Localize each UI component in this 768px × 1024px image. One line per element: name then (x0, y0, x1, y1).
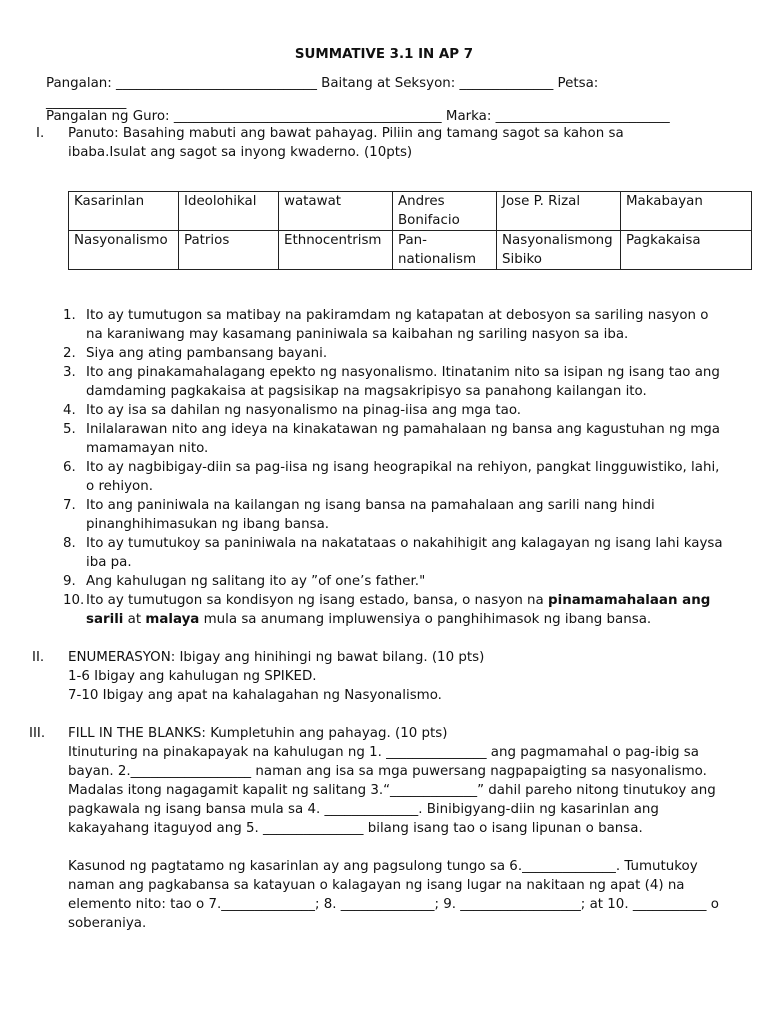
item-number: 6. (63, 460, 76, 475)
list-item (63, 420, 723, 458)
item-number: 5. (63, 422, 76, 437)
answer-choices-table (68, 191, 752, 270)
item10-text-part2: at (123, 612, 146, 627)
item-text: Inilalarawan nito ang ideya na kinakatawan ng pamahalaan ng bansa ang kagustuhan ng mga mamamayan nito. (86, 422, 720, 456)
list-item (63, 572, 723, 591)
item-number: 8. (63, 536, 76, 551)
list-item (63, 344, 723, 363)
section3-heading: FILL IN THE BLANKS: Kumpletuhin ang pahayag. (10 pts) (68, 726, 448, 741)
section2-line2: 7-10 Ibigay ang apat na kahalagahan ng Nasyonalismo. (68, 688, 442, 703)
item-text: Ito ay tumutukoy sa paniniwala na nakatataas o nakahihigit ang kalagayan ng isang lahi kaysa iba pa. (86, 536, 723, 570)
list-item (63, 534, 723, 572)
choices-row (69, 192, 752, 231)
list-item (63, 591, 723, 629)
section1-instructions-line1: Panuto: Basahing mabuti ang bawat pahayag. Piliin ang tamang sagot sa kahon sa (68, 126, 624, 141)
item-number: 3. (63, 365, 76, 380)
item10-bold-word: malaya (145, 612, 200, 627)
choice-cell: Jose P. Rizal (497, 192, 621, 231)
list-item (63, 496, 723, 534)
choice-cell: watawat (279, 192, 393, 231)
choice-cell: Andres Bonifacio (393, 192, 497, 231)
item-text: Ito ay nagbibigay-diin sa pag-iisa ng isang heograpikal na rehiyon, pangkat lingguwistiko, lahi, o rehiyon. (86, 460, 720, 494)
item-number: 1. (63, 308, 76, 323)
question-list (63, 306, 723, 629)
header-date-blank: ____________ (46, 95, 127, 110)
item-number: 7. (63, 498, 76, 513)
choice-cell: Makabayan (621, 192, 752, 231)
section1-numeral: I. (36, 126, 45, 141)
list-item (63, 363, 723, 401)
item-text: Ito ang pinakamahalagang epekto ng nasyonalismo. Itinatanim nito sa isipan ng isang tao ang damdaming pagkakaisa at pagsisikap na magsakripisyo sa panahong kailangan ito. (86, 365, 720, 399)
choice-cell: Kasarinlan (69, 192, 179, 231)
choice-cell: Ethnocentrism (279, 231, 393, 270)
header-teacher-line: Pangalan ng Guro: ________________________________________ Marka: __________________________ (46, 109, 670, 124)
section2-body (68, 648, 728, 705)
item-text: Ang kahulugan ng salitang ito ay ”of one’s father." (86, 574, 426, 589)
document-title: SUMMATIVE 3.1 IN AP 7 (294, 47, 474, 62)
section2-heading: ENUMERASYON: Ibigay ang hinihingi ng bawat bilang. (10 pts) (68, 650, 485, 665)
choice-cell: Patrios (179, 231, 279, 270)
section3-numeral: III. (29, 726, 46, 741)
fill-in-paragraph-1: Itinuturing na pinakapayak na kahulugan ng 1. _______________ ang pagmamahal o pag-ibig sa bayan. 2.__________________ naman ang isa sa mga puwersang nagpapaigting sa nasyonalismo. Madalas itong nagagamit kapalit ng salitang 3.“_____________” dahil pareho nitong tinutukoy ang pagkawala ng isang bansa mula sa 4. ______________. Binibigyang-diin ng kasarinlan ang kakayahang itaguyod ang 5. _______________ bilang isang tao o isang lipunan o bansa. (68, 745, 716, 836)
section3-body (68, 724, 724, 933)
item10-bold-phrase: pinamamahalaan ang sarili (86, 593, 711, 627)
list-item (63, 306, 723, 344)
choices-row (69, 231, 752, 270)
item-text: Ito ang paniniwala na kailangan ng isang bansa na pamahalaan ang sarili nang hindi pinanghihimasukan ng ibang bansa. (86, 498, 655, 532)
item-number: 4. (63, 403, 76, 418)
header-name-line: Pangalan: ______________________________ Baitang at Seksyon: ______________ Petsa: (46, 76, 599, 91)
list-item (63, 458, 723, 496)
item-number: 10. (63, 593, 85, 608)
choice-cell: Nasyonalismo (69, 231, 179, 270)
fill-in-paragraph-2: Kasunod ng pagtatamo ng kasarinlan ay ang pagsulong tungo sa 6.______________. Tumutukoy naman ang pagkabansa sa katayuan o kalagayan ng isang lugar na nakitaan ng apat (4) na elemento nito: tao o 7.______________; 8. ______________; 9. __________________; at 10. ___________ o soberaniya. (68, 859, 719, 931)
item10-text-part1: Ito ay tumutugon sa kondisyon ng isang estado, bansa, o nasyon na (86, 593, 549, 608)
item-text (86, 591, 723, 629)
section1-instructions-line2: ibaba.Isulat ang sagot sa inyong kwaderno. (10pts) (68, 145, 413, 160)
list-item (63, 401, 723, 420)
section1-instructions (68, 124, 728, 162)
item-text: Ito ay tumutugon sa matibay na pakiramdam ng katapatan at debosyon sa sariling nasyon o na karaniwang may kasamang paniniwala sa kaibahan ng sariling nasyon sa iba. (86, 308, 709, 342)
choice-cell: Pan-nationalism (393, 231, 497, 270)
choice-cell: Ideolohikal (179, 192, 279, 231)
section2-numeral: II. (32, 650, 45, 665)
item-number: 2. (63, 346, 76, 361)
section2-line1: 1-6 Ibigay ang kahulugan ng SPIKED. (68, 669, 317, 684)
choice-cell: Pagkakaisa (621, 231, 752, 270)
item-text: Siya ang ating pambansang bayani. (86, 346, 328, 361)
item-number: 9. (63, 574, 76, 589)
choice-cell: Nasyonalismong Sibiko (497, 231, 621, 270)
item10-text-part3: mula sa anumang impluwensiya o panghihimasok ng ibang bansa. (199, 612, 652, 627)
item-text: Ito ay isa sa dahilan ng nasyonalismo na pinag-iisa ang mga tao. (86, 403, 522, 418)
